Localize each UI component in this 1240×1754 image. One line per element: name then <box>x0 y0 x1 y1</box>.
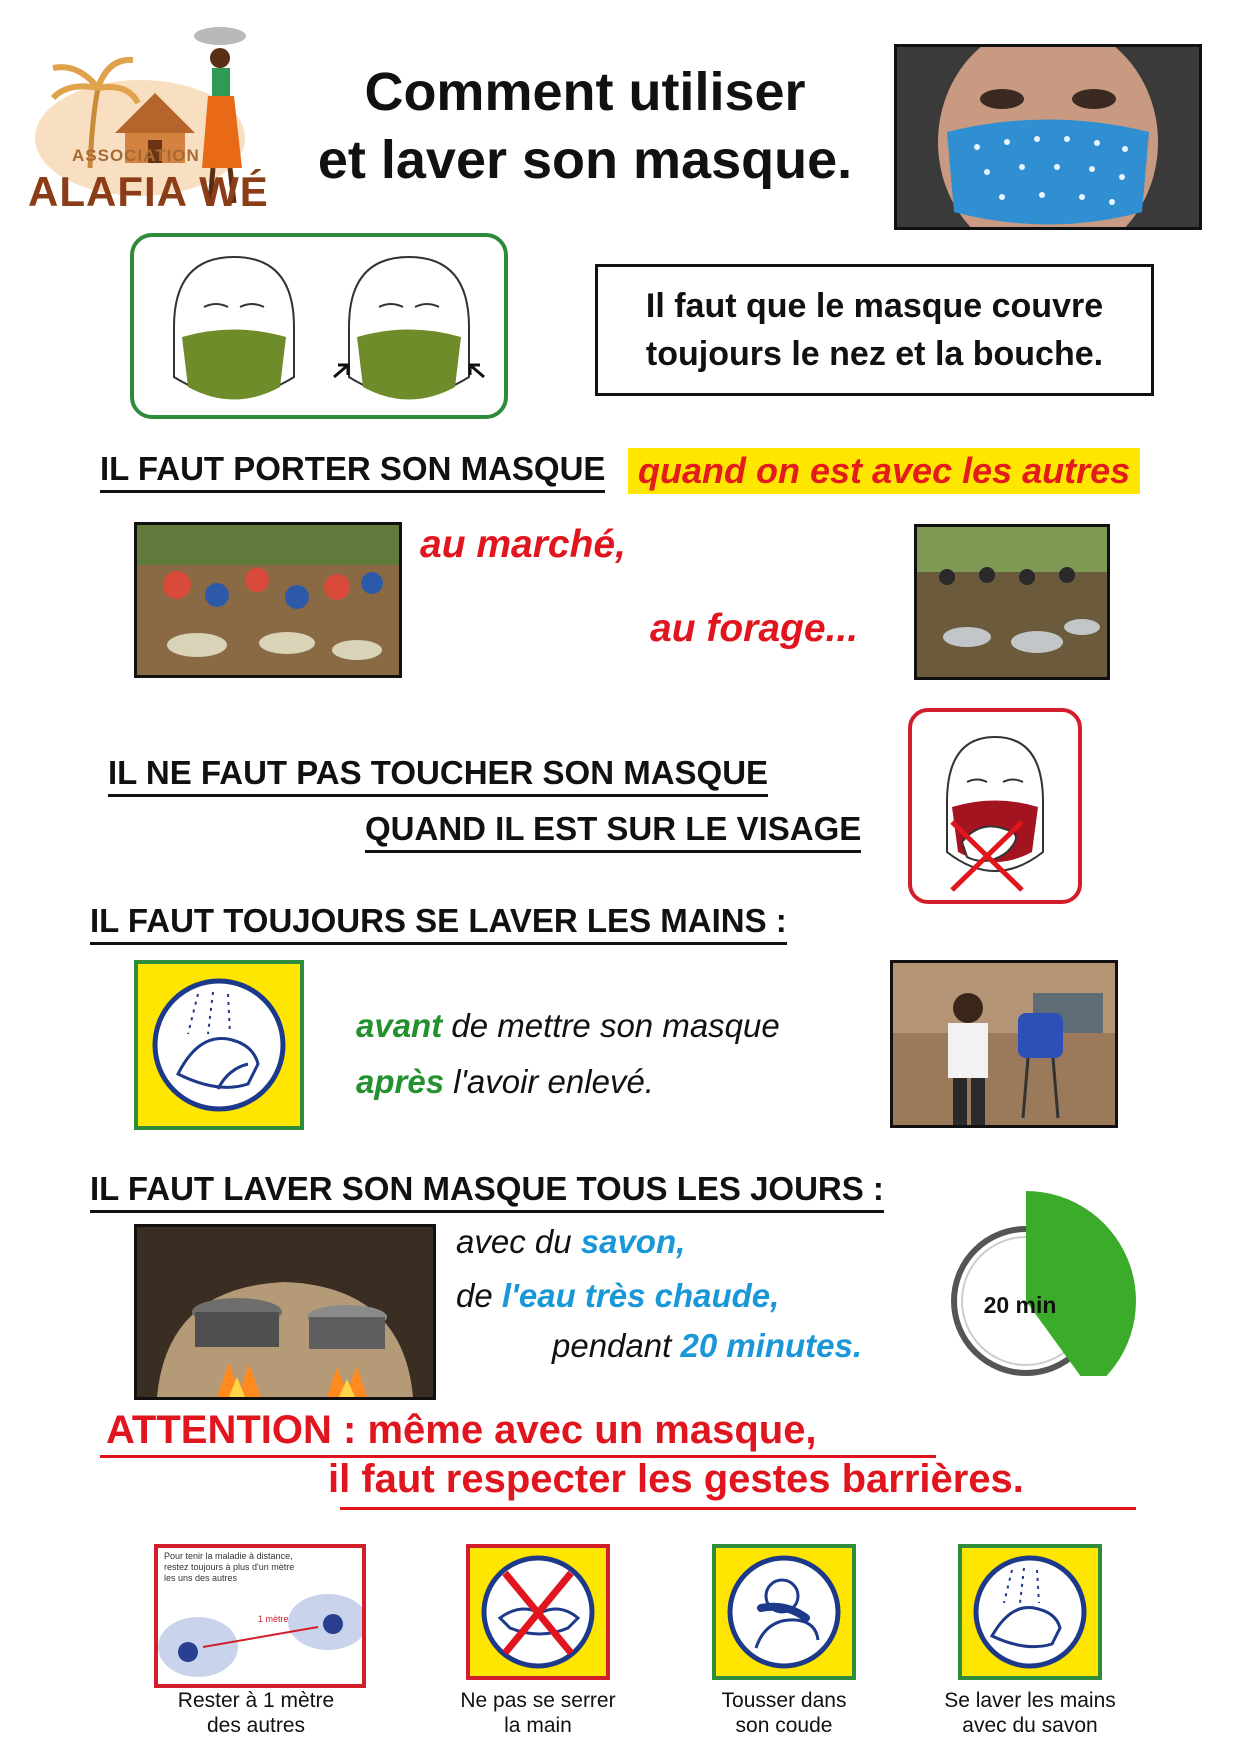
market-label: au marché, <box>420 523 626 566</box>
boiling-pots-photo <box>134 1224 436 1400</box>
no-touch-sign <box>908 708 1082 904</box>
masked-face-adjust-icon <box>334 257 484 400</box>
timer-graphic <box>944 1176 1144 1376</box>
wear-mask-highlight: quand on est avec les autres <box>628 448 1140 494</box>
attention-line-2: il faut respecter les gestes barrières. <box>328 1457 1024 1501</box>
hand-washing-icon <box>138 964 300 1126</box>
soap-keyword: savon, <box>580 1223 686 1260</box>
wash-before-line <box>356 998 780 1054</box>
after-keyword: après <box>356 1063 445 1100</box>
caption-cough-line-2: son coude <box>735 1714 833 1737</box>
wash-water-line <box>456 1277 779 1315</box>
logo-association-text: ASSOCIATION <box>72 146 200 165</box>
distance-text-2: restez toujours à plus d'un mètre <box>164 1562 295 1572</box>
association-logo <box>20 18 270 223</box>
page-title <box>290 58 880 194</box>
caption-distance-line-2: des autres <box>206 1714 306 1737</box>
caption-wash-line-2: avec du savon <box>962 1714 1098 1737</box>
title-line-2: et laver son masque. <box>317 130 853 190</box>
caption-handshake-line-2: la main <box>504 1714 572 1737</box>
caption-distance-line-1: Rester à 1 mètre <box>177 1689 335 1712</box>
attention-line-1: ATTENTION : même avec un masque, <box>106 1408 817 1452</box>
wash-soap-line <box>456 1223 685 1261</box>
wash-hands-heading: IL FAUT TOUJOURS SE LAVER LES MAINS : <box>90 902 787 945</box>
wash-after-line <box>356 1054 780 1110</box>
before-rest: de mettre son masque <box>442 1007 780 1044</box>
caption-wash-line-1: Se laver les mains <box>944 1689 1116 1712</box>
title-line-1: Comment utiliser <box>364 62 806 122</box>
no-touch-heading-line-1: IL NE FAUT PAS TOUCHER SON MASQUE <box>108 754 768 797</box>
barrier-caption-cough <box>674 1688 894 1738</box>
borehole-label: au forage... <box>650 607 859 650</box>
distance-text-3: les uns des autres <box>164 1573 238 1583</box>
timer-label: 20 min <box>983 1292 1057 1318</box>
coverage-line-1: Il faut que le masque couvre <box>645 287 1104 325</box>
hand-wash-sign <box>134 960 304 1130</box>
soap-prefix: avec du <box>456 1223 581 1260</box>
logo-name-text: ALAFIA WÉ <box>28 168 269 215</box>
caption-cough-line-1: Tousser dans <box>721 1689 847 1712</box>
water-prefix: de <box>456 1277 502 1314</box>
duration-keyword: 20 minutes. <box>680 1327 863 1364</box>
no-handshake-sign <box>466 1544 610 1680</box>
no-handshake-icon <box>470 1548 606 1676</box>
distance-sign-text <box>158 1548 362 1587</box>
barrier-caption-wash <box>920 1688 1140 1738</box>
distance-meter-label: 1 mètre <box>258 1614 289 1624</box>
coverage-line-2: toujours le nez et la bouche. <box>645 335 1104 373</box>
stopwatch-icon <box>944 1176 1144 1376</box>
face-touching-mask-icon <box>912 712 1078 900</box>
caption-handshake-line-1: Ne pas se serrer <box>460 1689 616 1712</box>
mask-wearing-illustration <box>130 233 508 419</box>
cough-in-elbow-icon <box>716 1548 852 1676</box>
cough-elbow-sign <box>712 1544 856 1680</box>
handwashing-station-photo <box>890 960 1118 1128</box>
wash-duration-line <box>552 1327 862 1365</box>
no-touch-heading-line-2: QUAND IL EST SUR LE VISAGE <box>365 810 861 853</box>
hand-washing-small-icon <box>962 1548 1098 1676</box>
masked-face-icon <box>174 257 294 400</box>
attention-underline-2 <box>340 1507 1136 1510</box>
wash-hands-instructions <box>356 998 780 1110</box>
two-people-distance-icon <box>158 1592 362 1682</box>
mask-coverage-note <box>595 264 1154 396</box>
water-keyword: l'eau très chaude, <box>501 1277 780 1314</box>
masked-woman-photo <box>894 44 1202 230</box>
market-photo <box>134 522 402 678</box>
barrier-caption-handshake <box>428 1688 648 1738</box>
borehole-photo <box>914 524 1110 680</box>
before-keyword: avant <box>356 1007 443 1044</box>
wash-hands-soap-sign <box>958 1544 1102 1680</box>
after-rest: l'avoir enlevé. <box>444 1063 654 1100</box>
wear-mask-heading: IL FAUT PORTER SON MASQUE <box>100 450 605 493</box>
distance-sign <box>154 1544 366 1688</box>
distance-text-1: Pour tenir la maladie à distance, <box>164 1551 293 1561</box>
wash-mask-heading: IL FAUT LAVER SON MASQUE TOUS LES JOURS : <box>90 1170 884 1213</box>
barrier-caption-distance <box>146 1688 366 1738</box>
duration-prefix: pendant <box>552 1327 681 1364</box>
